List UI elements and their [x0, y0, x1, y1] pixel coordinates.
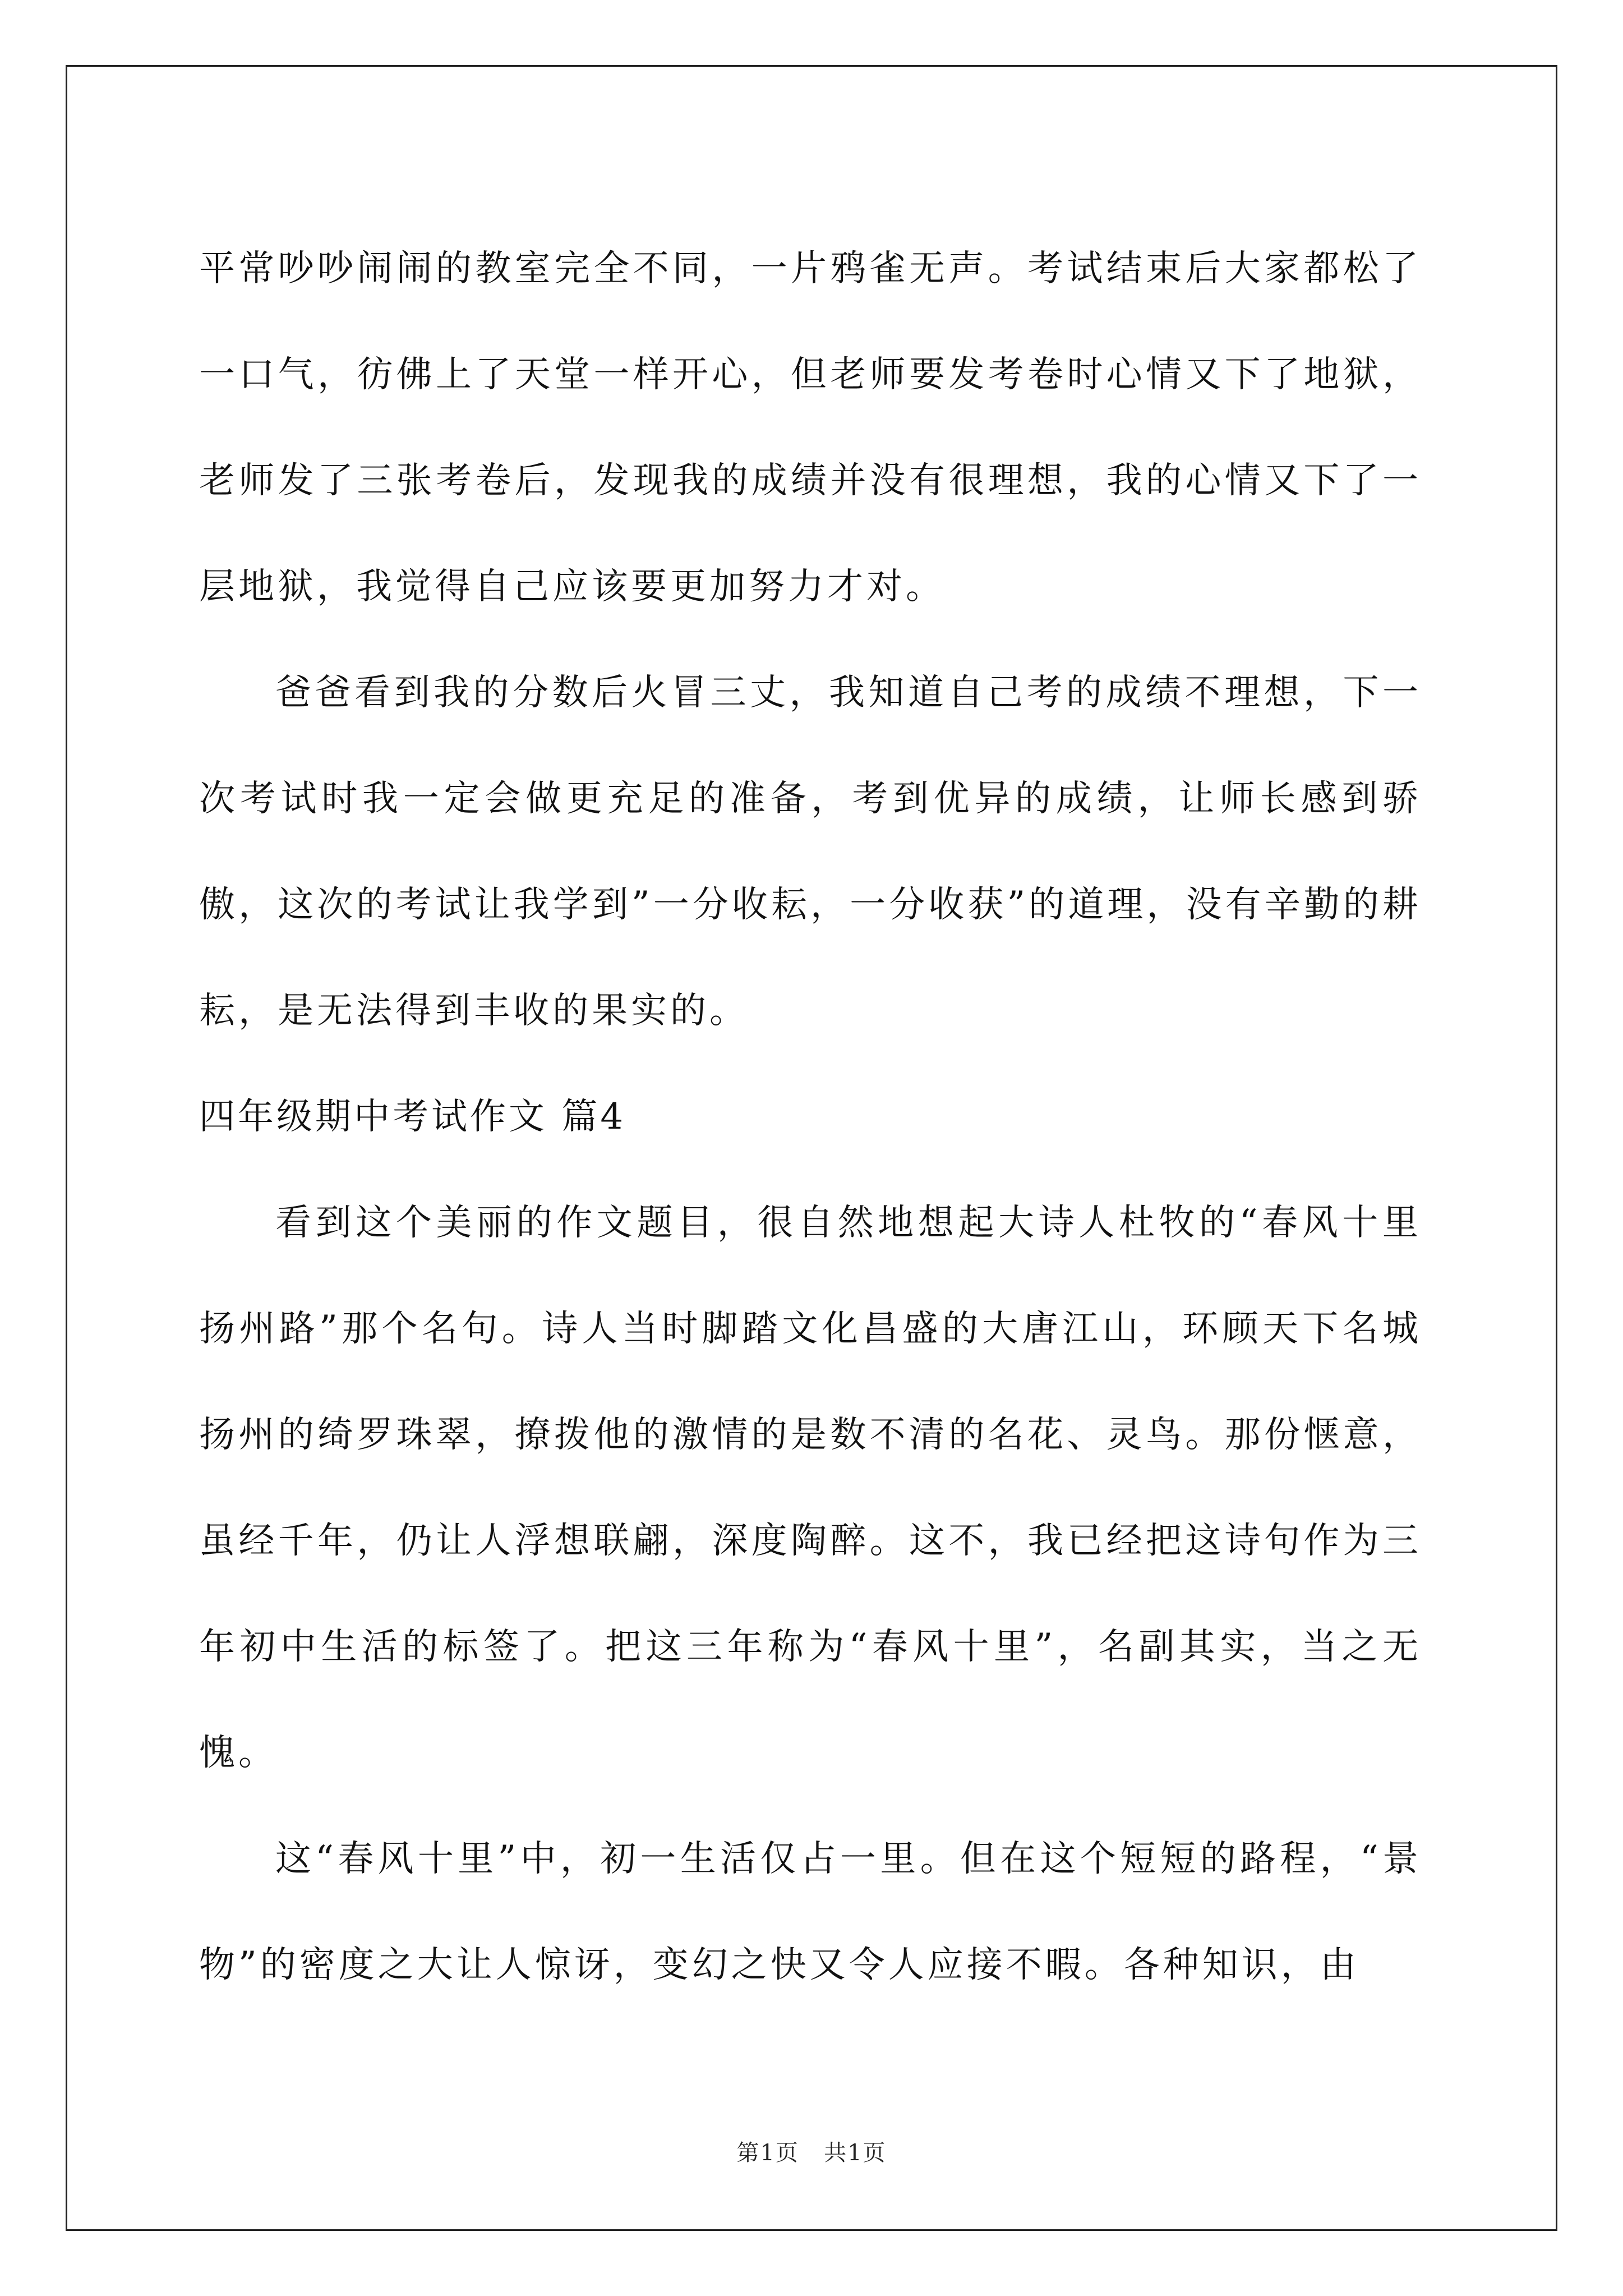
section-heading: 四年级期中考试作文 篇4	[199, 1096, 626, 1138]
page-total-label: 共1页	[824, 2140, 887, 2166]
paragraph-2: 爸爸看到我的分数后火冒三丈，我知道自己考的成绩不理想，下一次考试时我一定会做更充足的准备，考到优异的成绩，让师长感到骄傲，这次的考试让我学到”一分收耘，一分收获”的道理，没有辛勤的耕耘，是无法得到丰收的果实的。	[199, 672, 1422, 1032]
page-footer	[0, 2135, 1623, 2167]
paragraph-1: 平常吵吵闹闹的教室完全不同，一片鸦雀无声。考试结束后大家都松了一口气，彷佛上了天堂一样开心，但老师要发考卷时心情又下了地狱，老师发了三张考卷后，发现我的成绩并没有很理想，我的心情又下了一层地狱，我觉得自己应该要更加努力才对。	[199, 248, 1422, 608]
paragraph-4: 这“春风十里”中，初一生活仅占一里。但在这个短短的路程，“景物”的密度之大让人惊讶，变幻之快又令人应接不暇。各种知识，由	[199, 1838, 1422, 1986]
document-body	[199, 216, 1422, 2018]
footer-gap	[799, 2140, 824, 2166]
paragraph-3: 看到这个美丽的作文题目，很自然地想起大诗人杜牧的“春风十里扬州路”那个名句。诗人当时脚踏文化昌盛的大唐江山，环顾天下名城扬州的绮罗珠翠，撩拨他的激情的是数不清的名花、灵鸟。那份惬意，虽经千年，仍让人浮想联翩，深度陶醉。这不，我已经把这诗句作为三年初中生活的标签了。把这三年称为“春风十里”，名副其实，当之无愧。	[199, 1202, 1422, 1774]
page-number-label: 第1页	[736, 2140, 799, 2166]
